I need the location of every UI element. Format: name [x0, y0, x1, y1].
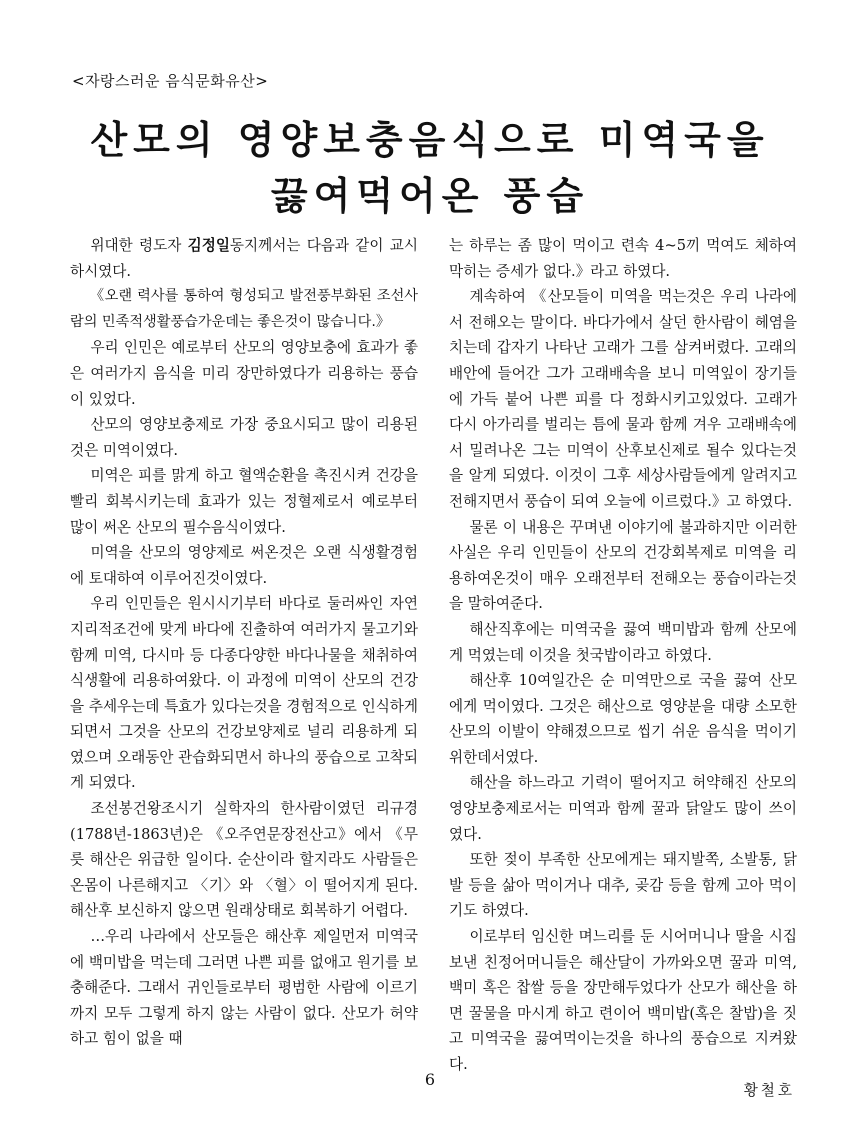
- title-line-2: 끓여먹어온 풍습: [270, 174, 590, 218]
- paragraph: …우리 나라에서 산모들은 해산후 제일먼저 미역국에 백미밥을 먹는데 그러면 나쁜 피를 없애고 원기를 보충해준다. 그래서 귀인들로부터 평범한 사람에 이르기까지 모두 그렇게 하지 않는 사람이 없다. 산모가 허약하고 힘이 없을 때: [70, 928, 418, 1048]
- author-name: 황철호: [743, 1081, 795, 1099]
- paragraph: 계속하여 《산모들이 미역을 먹는것은 우리 나라에서 전해오는 말이다. 바다가에서 살던 한사람이 헤염을 치는데 갑자기 나타난 고래가 그를 삼켜버렸다. 고래의 배안에 들어간 그가 고래배속을 보니 미역잎이 장기들에 가득 붙어 나쁜 피를 다 정화시키고있었다. 고래가 다시 아가리를 벌리는 틈에 물과 함께 겨우 고래배속에서 밀려나온 그는 미역이 산후보신제로 될수 있다는것을 알게 되였다. 이것이 그후 세상사람들에게 알려지고 전해지면서 풍습이 되여 오늘에 이르렀다.》고 하였다.: [449, 288, 797, 510]
- paragraph: 물론 이 내용은 꾸며낸 이야기에 불과하지만 이러한 사실은 우리 인민들이 산모의 건강회복제로 미역을 리용하여온것이 매우 오래전부터 전해오는 풍습이라는것을 말하여준다.: [449, 518, 797, 613]
- paragraph: 조선봉건왕조시기 실학자의 한사람이였던 리규경(1788년-1863년)은 《오주연문장전산고》에서 《무릇 해산은 위급한 일이다. 순산이라 할지라도 사람들은 온몸이 나른해지고 〈기〉와 〈혈〉이 떨어지게 된다. 해산후 보신하지 않으면 원래상태로 회복하기 어렵다.: [70, 800, 418, 920]
- quotation: 《오랜 력사를 통하여 형성되고 발전풍부화된 조선사람의 민족적생활풍습가운데는 좋은것이 많습니다.》: [70, 288, 418, 330]
- series-label: <자랑스러운 음식문화유산>: [72, 72, 269, 90]
- paragraph: 는 하루는 좀 많이 먹이고 련속 4~5끼 먹여도 체하여 막히는 증세가 없다.》라고 하였다.: [449, 237, 797, 280]
- paragraph: 해산직후에는 미역국을 끓여 백미밥과 함께 산모에게 먹였는데 이것을 첫국밥이라고 하였다.: [449, 620, 797, 664]
- paragraph: 우리 인민은 예로부터 산모의 영양보충에 효과가 좋은 여러가지 음식을 미리 장만하였다가 리용하는 풍습이 있었다.: [70, 339, 418, 408]
- left-column: [70, 233, 418, 1052]
- paragraph-text: 동지께서는 다음과 같이 교시하시였다.: [70, 237, 418, 280]
- paragraph-text: 위대한 령도자: [90, 237, 188, 254]
- right-column: [449, 233, 797, 1103]
- paragraph: 산모의 영양보충제로 가장 중요시되고 많이 리용된것은 미역이였다.: [70, 416, 418, 459]
- page-number: 6: [424, 1070, 436, 1089]
- paragraph: [70, 233, 418, 284]
- title-line-1: 산모의 영양보충음식으로 미역국을: [90, 118, 770, 162]
- article-title: [40, 112, 820, 224]
- paragraph: 이로부터 임신한 며느리를 둔 시어머니나 딸을 시집보낸 친정어머니들은 해산달이 가까와오면 꿀과 미역, 백미 혹은 찹쌀 등을 장만해두었다가 산모가 해산을 하면 꿀물을 마시게 하고 련이어 백미밥(혹은 찰밥)을 짓고 미역국을 끓여먹이는것을 하나의 풍습으로 지켜왔다.: [449, 928, 797, 1073]
- paragraph: 미역을 산모의 영양제로 써온것은 오랜 식생활경험에 토대하여 이루어진것이였다.: [70, 544, 418, 587]
- paragraph: 해산을 하느라고 기력이 떨어지고 허약해진 산모의 영양보충제로서는 미역과 함께 꿀과 닭알도 많이 쓰이였다.: [449, 774, 797, 843]
- paragraph: 우리 인민들은 원시시기부터 바다로 둘러싸인 자연지리적조건에 맞게 바다에 진출하여 여러가지 물고기와 함께 미역, 다시마 등 다종다양한 바다나물을 채취하여 식생활에 리용하여왔다. 이 과정에 미역이 산모의 건강을 추세우는데 특효가 있다는것을 경험적으로 인식하게 되면서 그것을 산모의 건강보양제로 널리 리용하게 되였으며 오래동안 관습화되면서 하나의 풍습으로 고착되게 되였다.: [70, 595, 418, 792]
- paragraph: 또한 젖이 부족한 산모에게는 돼지발쪽, 소발통, 닭발 등을 삶아 먹이거나 대추, 곶감 등을 함께 고아 먹이기도 하였다.: [449, 851, 797, 920]
- leader-name: 김정일: [187, 237, 230, 254]
- paragraph: 미역은 피를 맑게 하고 혈액순환을 촉진시켜 건강을 빨리 회복시키는데 효과가 있는 정혈제로서 예로부터 많이 써온 산모의 필수음식이였다.: [70, 467, 418, 536]
- paragraph: 해산후 10여일간은 순 미역만으로 국을 끓여 산모에게 먹이였다. 그것은 해산으로 영양분을 대량 소모한 산모의 이발이 약해졌으므로 씹기 쉬운 음식을 먹이기 위한데서였다.: [449, 672, 797, 766]
